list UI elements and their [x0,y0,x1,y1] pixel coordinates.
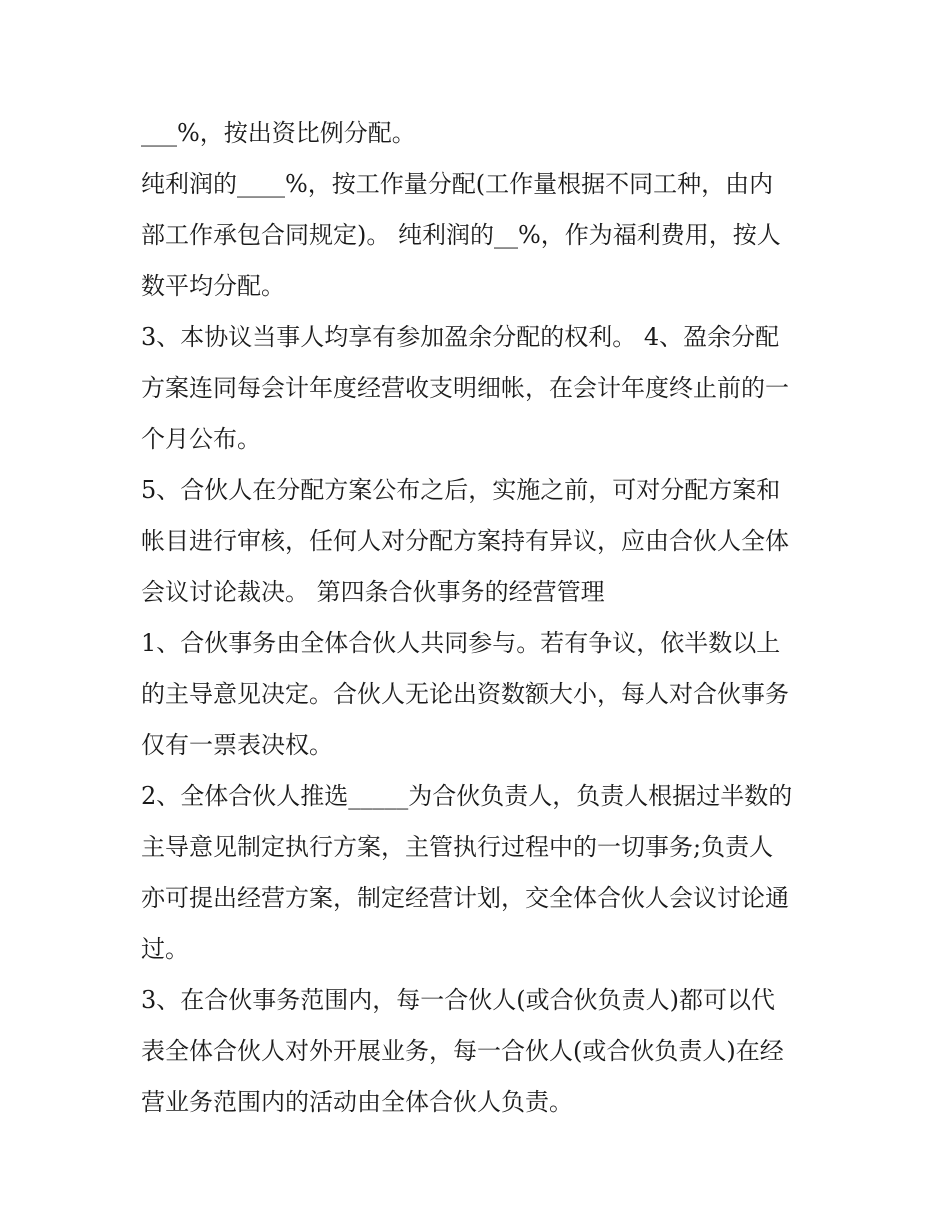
text-line: 个月公布。 [141,425,261,453]
text-line: 会议讨论裁决。 第四条合伙事务的经营管理 [141,578,605,606]
text-line: 2、全体合伙人推选_____为合伙负责人，负责人根据过半数的 [141,782,793,810]
text-line: 数平均分配。 [141,272,285,300]
text-line: 5、合伙人在分配方案公布之后，实施之前，可对分配方案和 [141,476,781,504]
text-line: 营业务范围内的活动由全体合伙人负责。 [141,1088,573,1116]
text-line: 3、本协议当事人均享有参加盈余分配的权利。 4、盈余分配 [141,323,780,351]
text-line: 纯利润的____%，按工作量分配(工作量根据不同工种，由内 [141,170,774,198]
text-line: 仅有一票表决权。 [141,731,333,759]
text-line: 帐目进行审核，任何人对分配方案持有异议，应由合伙人全体 [141,527,789,555]
text-line: 部工作承包合同规定)。 纯利润的__%，作为福利费用，按人 [141,221,781,249]
text-line: 主导意见制定执行方案，主管执行过程中的一切事务;负责人 [141,833,774,861]
text-line: 方案连同每会计年度经营收支明细帐，在会计年度终止前的一 [141,374,789,402]
text-line: 亦可提出经营方案，制定经营计划，交全体合伙人会议讨论通 [141,884,789,912]
text-line: 的主导意见决定。合伙人无论出资数额大小，每人对合伙事务 [141,680,789,708]
text-line: ___%，按出资比例分配。 [141,119,416,147]
text-line: 1、合伙事务由全体合伙人共同参与。若有争议，依半数以上 [141,629,781,657]
text-line: 3、在合伙事务范围内，每一合伙人(或合伙负责人)都可以代 [141,986,775,1014]
text-line: 过。 [141,935,189,963]
text-line: 表全体合伙人对外开展业务，每一合伙人(或合伙负责人)在经 [141,1037,784,1065]
document-body [141,108,821,1128]
